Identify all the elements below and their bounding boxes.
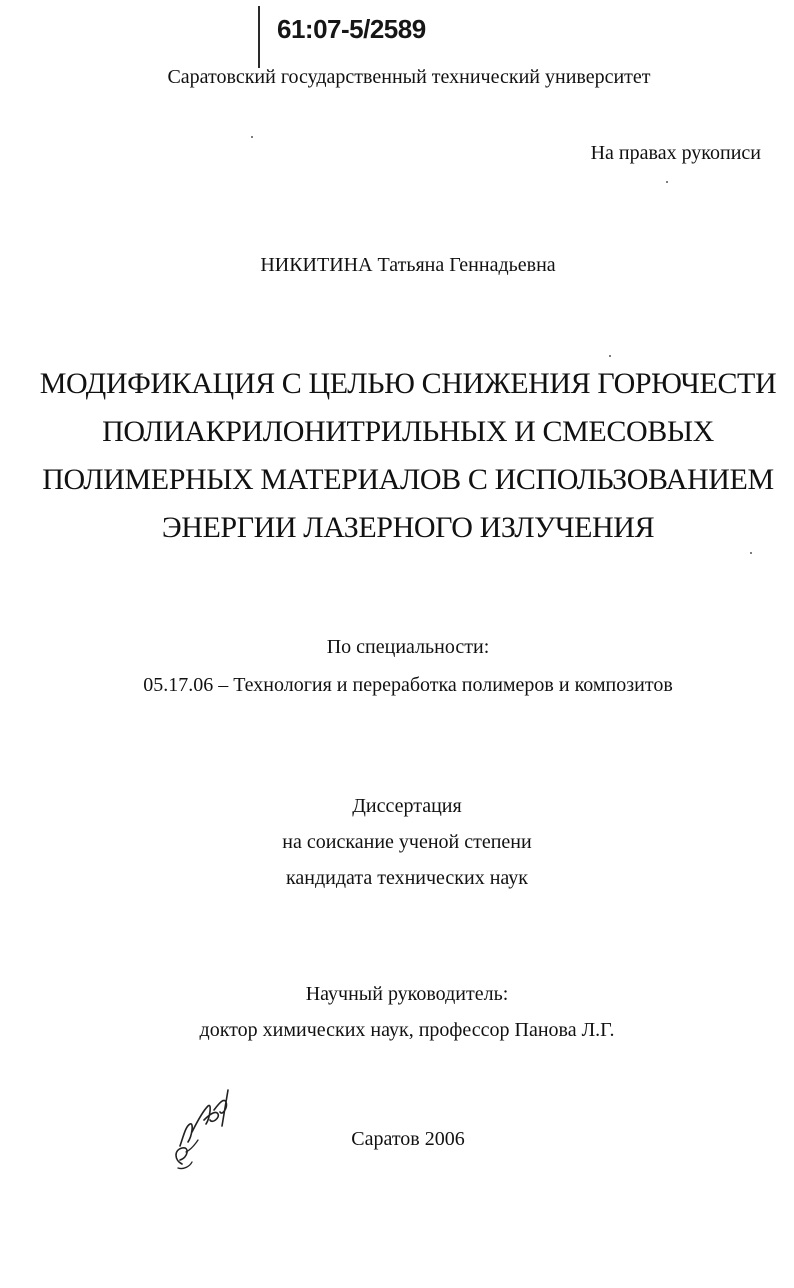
scan-speck bbox=[251, 136, 253, 138]
title-line-1: МОДИФИКАЦИЯ С ЦЕЛЬЮ СНИЖЕНИЯ ГОРЮЧЕСТИ bbox=[39, 367, 777, 400]
archive-stamp-code: 61:07-5/2589 bbox=[277, 14, 426, 44]
stamp-vertical-line bbox=[258, 6, 260, 68]
university-name: Саратовский государственный технический университет bbox=[167, 66, 651, 88]
scan-speck bbox=[750, 552, 752, 554]
title-line-3: ПОЛИМЕРНЫХ МАТЕРИАЛОВ С ИСПОЛЬЗОВАНИЕМ bbox=[42, 463, 774, 496]
scan-speck bbox=[609, 355, 611, 357]
supervisor-block bbox=[0, 976, 794, 1048]
city-year: Саратов 2006 bbox=[351, 1128, 465, 1150]
supervisor-name: доктор химических наук, профессор Панова Л.Г. bbox=[199, 1019, 615, 1041]
manuscript-rights-note: На правах рукописи bbox=[590, 142, 761, 164]
supervisor-label: Научный руководитель: bbox=[305, 983, 509, 1005]
degree-line-2: на соискание ученой степени bbox=[282, 831, 532, 853]
specialty-value: 05.17.06 – Технология и переработка полимеров и композитов bbox=[143, 674, 673, 696]
title-line-4: ЭНЕРГИИ ЛАЗЕРНОГО ИЗЛУЧЕНИЯ bbox=[161, 511, 655, 544]
degree-block bbox=[0, 788, 794, 896]
specialty-label: По специальности: bbox=[326, 636, 490, 658]
author-name: НИКИТИНА Татьяна Геннадьевна bbox=[260, 254, 556, 276]
dissertation-title bbox=[0, 360, 794, 552]
degree-line-3: кандидата технических наук bbox=[285, 867, 529, 889]
degree-line-1: Диссертация bbox=[352, 795, 462, 817]
scan-speck bbox=[666, 181, 668, 183]
title-line-2: ПОЛИАКРИЛОНИТРИЛЬНЫХ И СМЕСОВЫХ bbox=[102, 415, 714, 448]
